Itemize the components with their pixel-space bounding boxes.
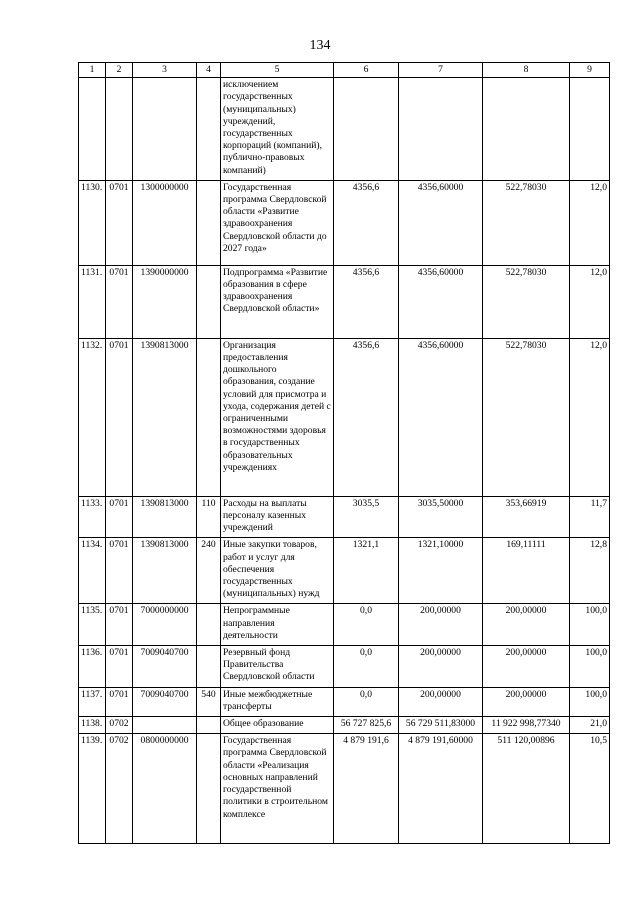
value-col7: 56 729 511,83000 xyxy=(399,717,483,734)
expense-type-code: 540 xyxy=(197,687,221,716)
value-col8: 11 922 998,77340 xyxy=(483,717,570,734)
section-code: 0701 xyxy=(106,338,133,496)
percent-col9: 11,7 xyxy=(570,496,610,538)
value-col6: 1321,1 xyxy=(334,538,399,604)
value-col8: 169,11111 xyxy=(483,538,570,604)
value-col6: 4356,6 xyxy=(334,265,399,338)
target-article-code xyxy=(133,78,197,181)
target-article-code: 7000000000 xyxy=(133,604,197,646)
percent-col9: 100,0 xyxy=(570,646,610,688)
column-header: 1 xyxy=(79,63,106,78)
value-col7: 3035,50000 xyxy=(399,496,483,538)
row-number: 1136. xyxy=(79,646,106,688)
percent-col9: 10,5 xyxy=(570,734,610,844)
expense-type-code xyxy=(197,734,221,844)
section-code: 0701 xyxy=(106,604,133,646)
column-header: 3 xyxy=(133,63,197,78)
row-number xyxy=(79,78,106,181)
value-col6: 3035,5 xyxy=(334,496,399,538)
section-code: 0701 xyxy=(106,496,133,538)
value-col6: 0,0 xyxy=(334,604,399,646)
expense-type-code xyxy=(197,646,221,688)
table-row xyxy=(79,687,610,716)
value-col8: 200,00000 xyxy=(483,604,570,646)
section-code: 0701 xyxy=(106,687,133,716)
percent-col9: 12,0 xyxy=(570,338,610,496)
value-col7: 4 879 191,60000 xyxy=(399,734,483,844)
table-row xyxy=(79,538,610,604)
value-col8: 200,00000 xyxy=(483,687,570,716)
target-article-code: 1390813000 xyxy=(133,538,197,604)
row-number: 1134. xyxy=(79,538,106,604)
value-col8: 353,66919 xyxy=(483,496,570,538)
target-article-code: 7009040700 xyxy=(133,687,197,716)
budget-table xyxy=(78,62,610,844)
value-col8: 522,78030 xyxy=(483,265,570,338)
row-name: Иные межбюджетные трансферты xyxy=(221,687,334,716)
value-col6 xyxy=(334,78,399,181)
expense-type-code: 110 xyxy=(197,496,221,538)
row-number: 1138. xyxy=(79,717,106,734)
value-col8: 511 120,00896 xyxy=(483,734,570,844)
target-article-code: 1390813000 xyxy=(133,338,197,496)
value-col6: 4 879 191,6 xyxy=(334,734,399,844)
row-name: исключением государственных (муниципальных) учреждений, государственных корпораций (компаний), публично-правовых компаний) xyxy=(221,78,334,181)
value-col6: 0,0 xyxy=(334,646,399,688)
percent-col9: 21,0 xyxy=(570,717,610,734)
table-row xyxy=(79,604,610,646)
value-col6: 4356,6 xyxy=(334,180,399,265)
expense-type-code xyxy=(197,717,221,734)
percent-col9 xyxy=(570,78,610,181)
target-article-code: 1390813000 xyxy=(133,496,197,538)
column-header: 4 xyxy=(197,63,221,78)
value-col6: 4356,6 xyxy=(334,338,399,496)
expense-type-code: 240 xyxy=(197,538,221,604)
section-code: 0701 xyxy=(106,538,133,604)
value-col8 xyxy=(483,78,570,181)
table-row xyxy=(79,496,610,538)
target-article-code: 1390000000 xyxy=(133,265,197,338)
page-number: 134 xyxy=(309,38,331,53)
row-name: Расходы на выплаты персоналу казенных учреждений xyxy=(221,496,334,538)
section-code: 0702 xyxy=(106,717,133,734)
section-code: 0702 xyxy=(106,734,133,844)
value-col7: 200,00000 xyxy=(399,646,483,688)
table-row xyxy=(79,265,610,338)
row-number: 1131. xyxy=(79,265,106,338)
row-name: Государственная программа Свердловской области «Реализация основных направлений государственной политики в строительном комплексе xyxy=(221,734,334,844)
row-name: Организация предоставления дошкольного образования, создание условий для присмотра и ухода, содержания детей с ограниченными возможностями здоровья в государственных образовательных учреждениях xyxy=(221,338,334,496)
percent-col9: 100,0 xyxy=(570,604,610,646)
table-row xyxy=(79,338,610,496)
value-col8: 522,78030 xyxy=(483,180,570,265)
value-col7: 200,00000 xyxy=(399,604,483,646)
section-code xyxy=(106,78,133,181)
value-col7: 200,00000 xyxy=(399,687,483,716)
percent-col9: 12,0 xyxy=(570,265,610,338)
row-name: Непрограммные направления деятельности xyxy=(221,604,334,646)
row-number: 1139. xyxy=(79,734,106,844)
value-col8: 200,00000 xyxy=(483,646,570,688)
expense-type-code xyxy=(197,78,221,181)
expense-type-code xyxy=(197,604,221,646)
section-code: 0701 xyxy=(106,265,133,338)
row-number: 1133. xyxy=(79,496,106,538)
row-name: Общее образование xyxy=(221,717,334,734)
section-code: 0701 xyxy=(106,646,133,688)
row-name: Государственная программа Свердловской области «Развитие здравоохранения Свердловской области до 2027 года» xyxy=(221,180,334,265)
target-article-code: 7009040700 xyxy=(133,646,197,688)
expense-type-code xyxy=(197,265,221,338)
value-col6: 56 727 825,6 xyxy=(334,717,399,734)
expense-type-code xyxy=(197,180,221,265)
value-col8: 522,78030 xyxy=(483,338,570,496)
value-col7: 4356,60000 xyxy=(399,180,483,265)
target-article-code: 1300000000 xyxy=(133,180,197,265)
target-article-code xyxy=(133,717,197,734)
value-col7: 4356,60000 xyxy=(399,265,483,338)
table-row xyxy=(79,78,610,181)
expense-type-code xyxy=(197,338,221,496)
value-col7 xyxy=(399,78,483,181)
table-row xyxy=(79,717,610,734)
column-header: 9 xyxy=(570,63,610,78)
section-code: 0701 xyxy=(106,180,133,265)
row-name: Подпрограмма «Развитие образования в сфере здравоохранения Свердловской области» xyxy=(221,265,334,338)
table-row xyxy=(79,734,610,844)
header-row xyxy=(79,63,610,78)
column-header: 2 xyxy=(106,63,133,78)
row-number: 1132. xyxy=(79,338,106,496)
table-row xyxy=(79,180,610,265)
column-header: 7 xyxy=(399,63,483,78)
value-col7: 1321,10000 xyxy=(399,538,483,604)
column-header: 8 xyxy=(483,63,570,78)
percent-col9: 12,0 xyxy=(570,180,610,265)
row-number: 1137. xyxy=(79,687,106,716)
value-col6: 0,0 xyxy=(334,687,399,716)
row-number: 1130. xyxy=(79,180,106,265)
percent-col9: 12,8 xyxy=(570,538,610,604)
table-row xyxy=(79,646,610,688)
column-header: 6 xyxy=(334,63,399,78)
percent-col9: 100,0 xyxy=(570,687,610,716)
row-number: 1135. xyxy=(79,604,106,646)
target-article-code: 0800000000 xyxy=(133,734,197,844)
row-name: Иные закупки товаров, работ и услуг для обеспечения государственных (муниципальных) нужд xyxy=(221,538,334,604)
column-header: 5 xyxy=(221,63,334,78)
row-name: Резервный фонд Правительства Свердловской области xyxy=(221,646,334,688)
value-col7: 4356,60000 xyxy=(399,338,483,496)
